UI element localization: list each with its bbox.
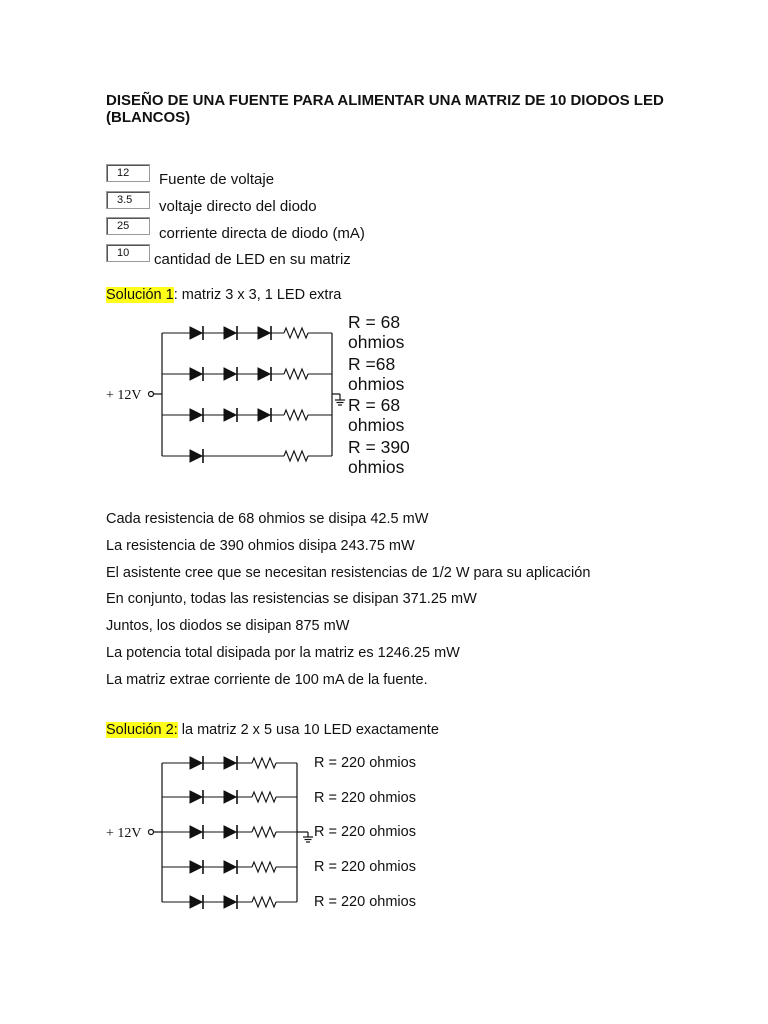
led-diode-icon (258, 367, 271, 381)
led-diode-icon (224, 326, 237, 340)
solution1-note: En conjunto, todas las resistencias se disipan 371.25 mW (106, 591, 477, 607)
supply-voltage-label: + 12V (106, 388, 142, 403)
solution1-note: El asistente cree que se necesitan resistencias de 1/2 W para su aplicación (106, 565, 591, 581)
solution2-heading (106, 721, 439, 739)
circuit-branch (162, 408, 332, 422)
led-diode-icon (190, 825, 203, 839)
solution2-resistor-2-label: R = 220 ohmios (314, 790, 416, 806)
solution1-resistor-2-label: R =68 ohmios (348, 354, 405, 394)
solution1-highlight: Solución 1 (106, 287, 174, 303)
led-diode-icon (190, 408, 203, 422)
solution1-circuit-diagram (100, 310, 350, 480)
circuit-branch (162, 449, 332, 463)
led-count-label: cantidad de LED en su matriz (154, 251, 351, 268)
supply-voltage-field[interactable]: 12 (106, 164, 150, 182)
solution1-heading (106, 286, 341, 304)
solution1-description: : matriz 3 x 3, 1 LED extra (173, 287, 342, 303)
solution2-resistor-4-label: R = 220 ohmios (314, 859, 416, 875)
ground-icon (335, 394, 345, 405)
solution2-description: la matriz 2 x 5 usa 10 LED exactamente (177, 722, 439, 738)
diode-forward-current-label: corriente directa de diodo (mA) (159, 225, 365, 242)
circuit-branch (162, 860, 297, 874)
ground-icon (303, 832, 313, 842)
solution1-resistor-3-label: R = 68 ohmios (348, 395, 405, 435)
solution1-resistor-4-label: R = 390 ohmios (348, 437, 410, 477)
led-diode-icon (224, 825, 237, 839)
supply-voltage-label: Fuente de voltaje (159, 171, 275, 188)
circuit-branch (162, 825, 297, 839)
page-title: DISEÑO DE UNA FUENTE PARA ALIMENTAR UNA MATRIZ DE 10 DIODOS LED (BLANCOS) (106, 92, 664, 126)
led-diode-icon (190, 790, 203, 804)
solution2-highlight: Solución 2: (106, 722, 178, 738)
solution1-note: Juntos, los diodos se disipan 875 mW (106, 618, 350, 634)
circuit-branch (162, 756, 297, 770)
led-diode-icon (190, 326, 203, 340)
led-diode-icon (190, 449, 203, 463)
supply-terminal-icon (149, 830, 154, 835)
led-diode-icon (190, 895, 203, 909)
circuit-branch (162, 895, 297, 909)
led-diode-icon (224, 860, 237, 874)
diode-forward-voltage-label: voltaje directo del diodo (159, 198, 317, 215)
solution1-note: La resistencia de 390 ohmios disipa 243.75 mW (106, 538, 415, 554)
led-diode-icon (224, 790, 237, 804)
solution2-resistor-1-label: R = 220 ohmios (314, 755, 416, 771)
led-diode-icon (224, 756, 237, 770)
solution1-note: La matriz extrae corriente de 100 mA de la fuente. (106, 672, 428, 688)
led-diode-icon (224, 895, 237, 909)
solution1-note: Cada resistencia de 68 ohmios se disipa 42.5 mW (106, 511, 429, 527)
diode-forward-current-field[interactable]: 25 (106, 217, 150, 235)
solution2-resistor-3-label: R = 220 ohmios (314, 824, 416, 840)
led-diode-icon (224, 408, 237, 422)
led-diode-icon (258, 326, 271, 340)
led-count-field[interactable]: 10 (106, 244, 150, 262)
led-diode-icon (190, 860, 203, 874)
circuit-branch (162, 367, 332, 381)
circuit-branch (162, 326, 332, 340)
circuit-branch (162, 790, 297, 804)
led-diode-icon (224, 367, 237, 381)
solution1-resistor-1-label: R = 68 ohmios (348, 312, 405, 352)
led-diode-icon (190, 756, 203, 770)
diode-forward-voltage-field[interactable]: 3.5 (106, 191, 150, 209)
led-diode-icon (190, 367, 203, 381)
supply-voltage-label: + 12V (106, 826, 142, 841)
supply-terminal-icon (149, 392, 154, 397)
solution1-note: La potencia total disipada por la matriz es 1246.25 mW (106, 645, 460, 661)
led-diode-icon (258, 408, 271, 422)
solution2-resistor-5-label: R = 220 ohmios (314, 894, 416, 910)
solution2-circuit-diagram (100, 745, 340, 920)
